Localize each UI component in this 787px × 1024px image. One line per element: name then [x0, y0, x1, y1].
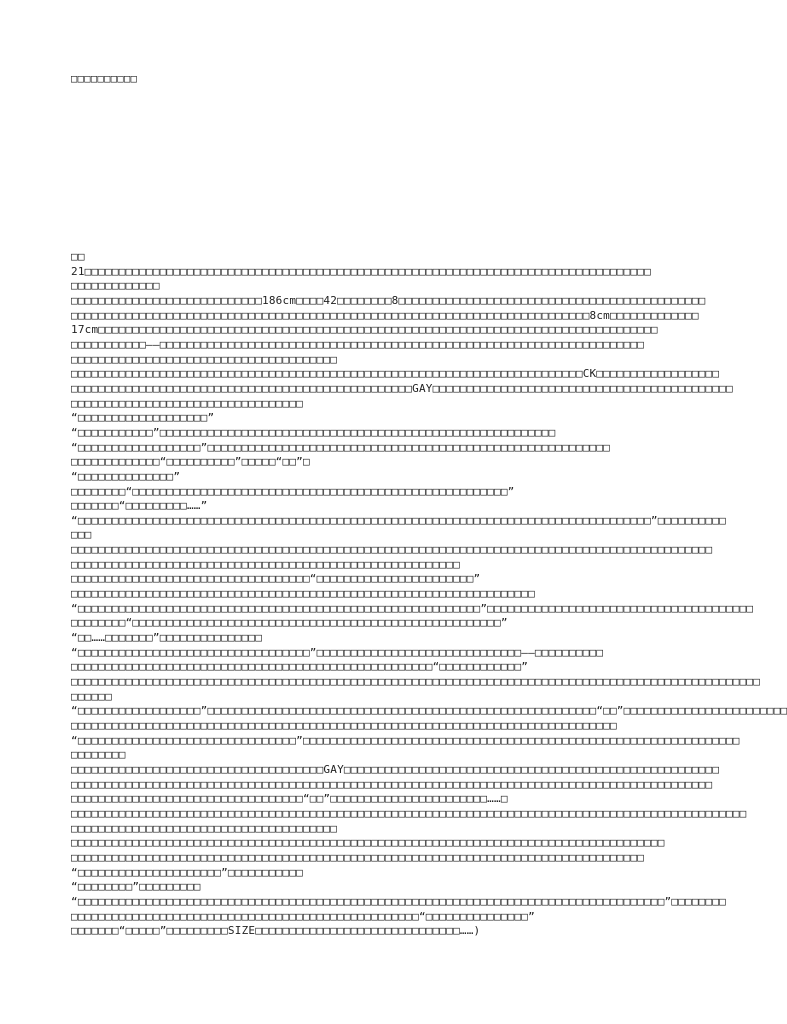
text-line: □□□□□□□□“□□□□□□□□□□□□□□□□□□□□□□□□□□□□□□□□□□□□□□□□□□□□□□□□□□□□□□”: [71, 616, 508, 630]
text-line: □□□□□□□□□□□□□□□□□□□□□□□□□□□□□□□□□□□□□□□□□□□□□□□□□□□□□□□□□□□□□□□□□□□□□□□□□□□CK□□□□□□□□□□□□□□□□□□: [71, 367, 720, 381]
text-line: □□□□□□□□□□□□□□□□□□□□□□□□□□□□□□□□□□□□□□□□□□□□□□□□□□□□□□□□□□□□□□□□□□□□: [71, 587, 535, 601]
text-line: “□□□□□□□□□□□□□□□□□□”□□□□□□□□□□□□□□□□□□□□□□□□□□□□□□□□□□□□□□□□□□□□□□□□□□□□□□□□□“□□”□□□□□□□□□□□□□□□□□□□□□□□□: [71, 704, 787, 718]
text-line: 17cm□□□□□□□□□□□□□□□□□□□□□□□□□□□□□□□□□□□□□□□□□□□□□□□□□□□□□□□□□□□□□□□□□□□□□□□□□□□□□□□□□□: [71, 323, 658, 337]
text-line: “□□□□□□□□□□□□□□□□□□□□□”□□□□□□□□□□□: [71, 865, 303, 879]
text-line: □□□□□□□□□□□□□□□□□□□□□□□□□□□□□□□□□□□□□□□□□□□□□□□□□□□□□□□□□□□□□□□□□□□□□□□□□□□□□□□□□□□□: [71, 850, 645, 864]
text-line: □□□□□□□□□□□□□□□□□□□□□□□□□□□□□□□□□□□□□□□□□□□□□□□□□□□□□□□□□□□□□□□□□□□□□□□□□□□□□□□□: [71, 719, 617, 732]
text-line: “□□□□□□□□□□□□□□□□□□□□□□□□□□□□□□□□”□□□□□□□□□□□□□□□□□□□□□□□□□□□□□□□□□□□□□□□□□□□□□□□□□□□□□□□□□□□□□□□□: [71, 733, 740, 747]
text-line: “□□□□□□□□□□□□□□□□□□□□□□□□□□□□□□□□□□”□□□□□□□□□□□□□□□□□□□□□□□□□□□□□□——□□□□□□□□□□: [71, 645, 604, 659]
text-line: □□□□□□□“□□□□□□□□□……”: [71, 499, 208, 513]
text-line: “□□□□□□□□□□□□□□□□□□□□□□□□□□□□□□□□□□□□□□□□□□□□□□□□□□□□□□□□□□□”□□□□□□□□□□□□□□□□□□□□□□□□□□□□□□□□□□□□□□□: [71, 601, 754, 615]
text-line: □□□□□□□□□□□□□“□□□□□□□□□□”□□□□□“□□”□: [71, 455, 310, 469]
text-line: □□□□□□□□□□□□□□□□□□□□□□□□□□□□□□□□□□□“□□□□□□□□□□□□□□□□□□□□□□□”: [71, 572, 481, 586]
text-line: “□□□□□□□□”□□□□□□□□□: [71, 880, 201, 894]
text-line: “□□□□□□□□□□□□□□□□□□□□□□□□□□□□□□□□□□□□□□□□□□□□□□□□□□□□□□□□□□□□□□□□□□□□□□□□□□□□□□□□□□□□□□”□□□□□□□□: [71, 894, 726, 908]
text-line: □□□□□□□□□□□□□: [71, 279, 160, 293]
text-line: “□□□□□□□□□□□”□□□□□□□□□□□□□□□□□□□□□□□□□□□□□□□□□□□□□□□□□□□□□□□□□□□□□□□□□□: [71, 425, 556, 439]
text-line: □□□□□□□□□□□□□□□□□□□□□□□□□□□□□□□□□□□□□□□□□□□□□□□□□□□□□□□□□□□□□□□□□□□□□□□□□□□□□□□□□□□□□□□□□□□□□□□□□□□□□: [71, 675, 761, 689]
text-line: □□: [71, 250, 85, 263]
document-header: □□□□□□□□□□: [71, 73, 138, 85]
text-line: “□□□□□□□□□□□□□□□□□□”□□□□□□□□□□□□□□□□□□□□□□□□□□□□□□□□□□□□□□□□□□□□□□□□□□□□□□□□□□□: [71, 440, 610, 454]
document-body: [71, 250, 787, 939]
text-line: □□□□□□□□□□□□□□□□□□□□□□□□□□□□□□□□□□□□□□□□□□□□□□□□□□□□□“□□□□□□□□□□□□”: [71, 660, 529, 674]
text-line: 21□□□□□□□□□□□□□□□□□□□□□□□□□□□□□□□□□□□□□□□□□□□□□□□□□□□□□□□□□□□□□□□□□□□□□□□□□□□□□□□□□□□: [71, 264, 651, 278]
text-line: □□□□□□□□□□□□□□□□□□□□□□□□□□□□□□□□□□□□□□□□□□□□□□□□□□□□□□□□□□□□□□□□□□□□□□□□□□□□□□□□□□□□□□□□□□□□□□: [71, 543, 713, 557]
text-line: “□□□□□□□□□□□□□□”: [71, 469, 181, 483]
text-line: □□□□□□□□□□□□□□□□□□□□□□□□□□□□186cm□□□□42□□□□□□□□8□□□□□□□□□□□□□□□□□□□□□□□□□□□□□□□□□□□□□□□□□□□□□: [71, 293, 706, 307]
text-line: □□□□□□□□□□□□□□□□□□□□□□□□□□□□□□□□□□□□□□□: [71, 352, 338, 366]
text-line: □□□□□□□□□□□□□□□□□□□□□□□□□□□□□□□□□□□□□□□□□□□□□□□□□□□□□□□□□□□□□□□□□□□□□□□□□□□□□□□□□□□□□□□: [71, 836, 665, 850]
text-line: □□□□□□□□: [71, 748, 126, 762]
text-line: “□□□□□□□□□□□□□□□□□□□”: [71, 411, 215, 425]
text-line: □□□□□□□□□□□□□□□□□□□□□□□□□□□□□□□□□□□□□□□□□□□□□□□□□□□□□□□□□: [71, 557, 460, 571]
text-line: “□□……□□□□□□□”□□□□□□□□□□□□□□□: [71, 631, 263, 645]
text-line: □□□□□□: [71, 689, 112, 703]
text-line: □□□□□□□□□□□□□□□□□□□□□□□□□□□□□□□□□□□□□GAY□□□□□□□□□□□□□□□□□□□□□□□□□□□□□□□□□□□□□□□□□□□□□□□□□□□□□□□: [71, 762, 720, 776]
text-line: □□□□□□□□□□□□□□□□□□□□□□□□□□□□□□□□□□□□□□□□□□□□□□□□□□□“□□□□□□□□□□□□□□□”: [71, 909, 535, 923]
text-line: □□□□□□□□□□□□□□□□□□□□□□□□□□□□□□□□□□□□□□□□□□□□□□□□□□GAY□□□□□□□□□□□□□□□□□□□□□□□□□□□□□□□□□□□□□□□□□□□□: [71, 381, 733, 395]
text-line: □□□□□□□□□□□□□□□□□□□□□□□□□□□□□□□□□□□□□□□□□□□□□□□□□□□□□□□□□□□□□□□□□□□□□□□□□□□□□□□□□□□□□□□□□□□□□□: [71, 777, 713, 791]
text-line: □□□□□□□□□□□——□□□□□□□□□□□□□□□□□□□□□□□□□□□□□□□□□□□□□□□□□□□□□□□□□□□□□□□□□□□□□□□□□□□□□□□: [71, 337, 645, 351]
text-line: □□□□□□□“□□□□□”□□□□□□□□□SIZE□□□□□□□□□□□□□□□□□□□□□□□□□□□□□□……): [71, 924, 481, 938]
text-line: □□□□□□□□□□□□□□□□□□□□□□□□□□□□□□□□□□“□□”□□□□□□□□□□□□□□□□□□□□□□□……□: [71, 792, 508, 806]
text-line: □□□: [71, 528, 92, 542]
text-line: “□□□□□□□□□□□□□□□□□□□□□□□□□□□□□□□□□□□□□□□□□□□□□□□□□□□□□□□□□□□□□□□□□□□□□□□□□□□□□□□□□□□□”□□□□□□□□□□: [71, 513, 726, 527]
text-line: □□□□□□□□□□□□□□□□□□□□□□□□□□□□□□□□□□□□□□□□□□□□□□□□□□□□□□□□□□□□□□□□□□□□□□□□□□□□8cm□□□□□□□□□□□□□: [71, 308, 699, 322]
text-line: □□□□□□□□□□□□□□□□□□□□□□□□□□□□□□□□□□□□□□□□□□□□□□□□□□□□□□□□□□□□□□□□□□□□□□□□□□□□□□□□□□□□□□□□□□□□□□□□□□□: [71, 806, 747, 820]
text-line: □□□□□□□□□□□□□□□□□□□□□□□□□□□□□□□□□□□□□□□: [71, 821, 338, 835]
text-line: □□□□□□□□“□□□□□□□□□□□□□□□□□□□□□□□□□□□□□□□□□□□□□□□□□□□□□□□□□□□□□□□”: [71, 484, 515, 498]
text-line: □□□□□□□□□□□□□□□□□□□□□□□□□□□□□□□□□□: [71, 396, 303, 410]
